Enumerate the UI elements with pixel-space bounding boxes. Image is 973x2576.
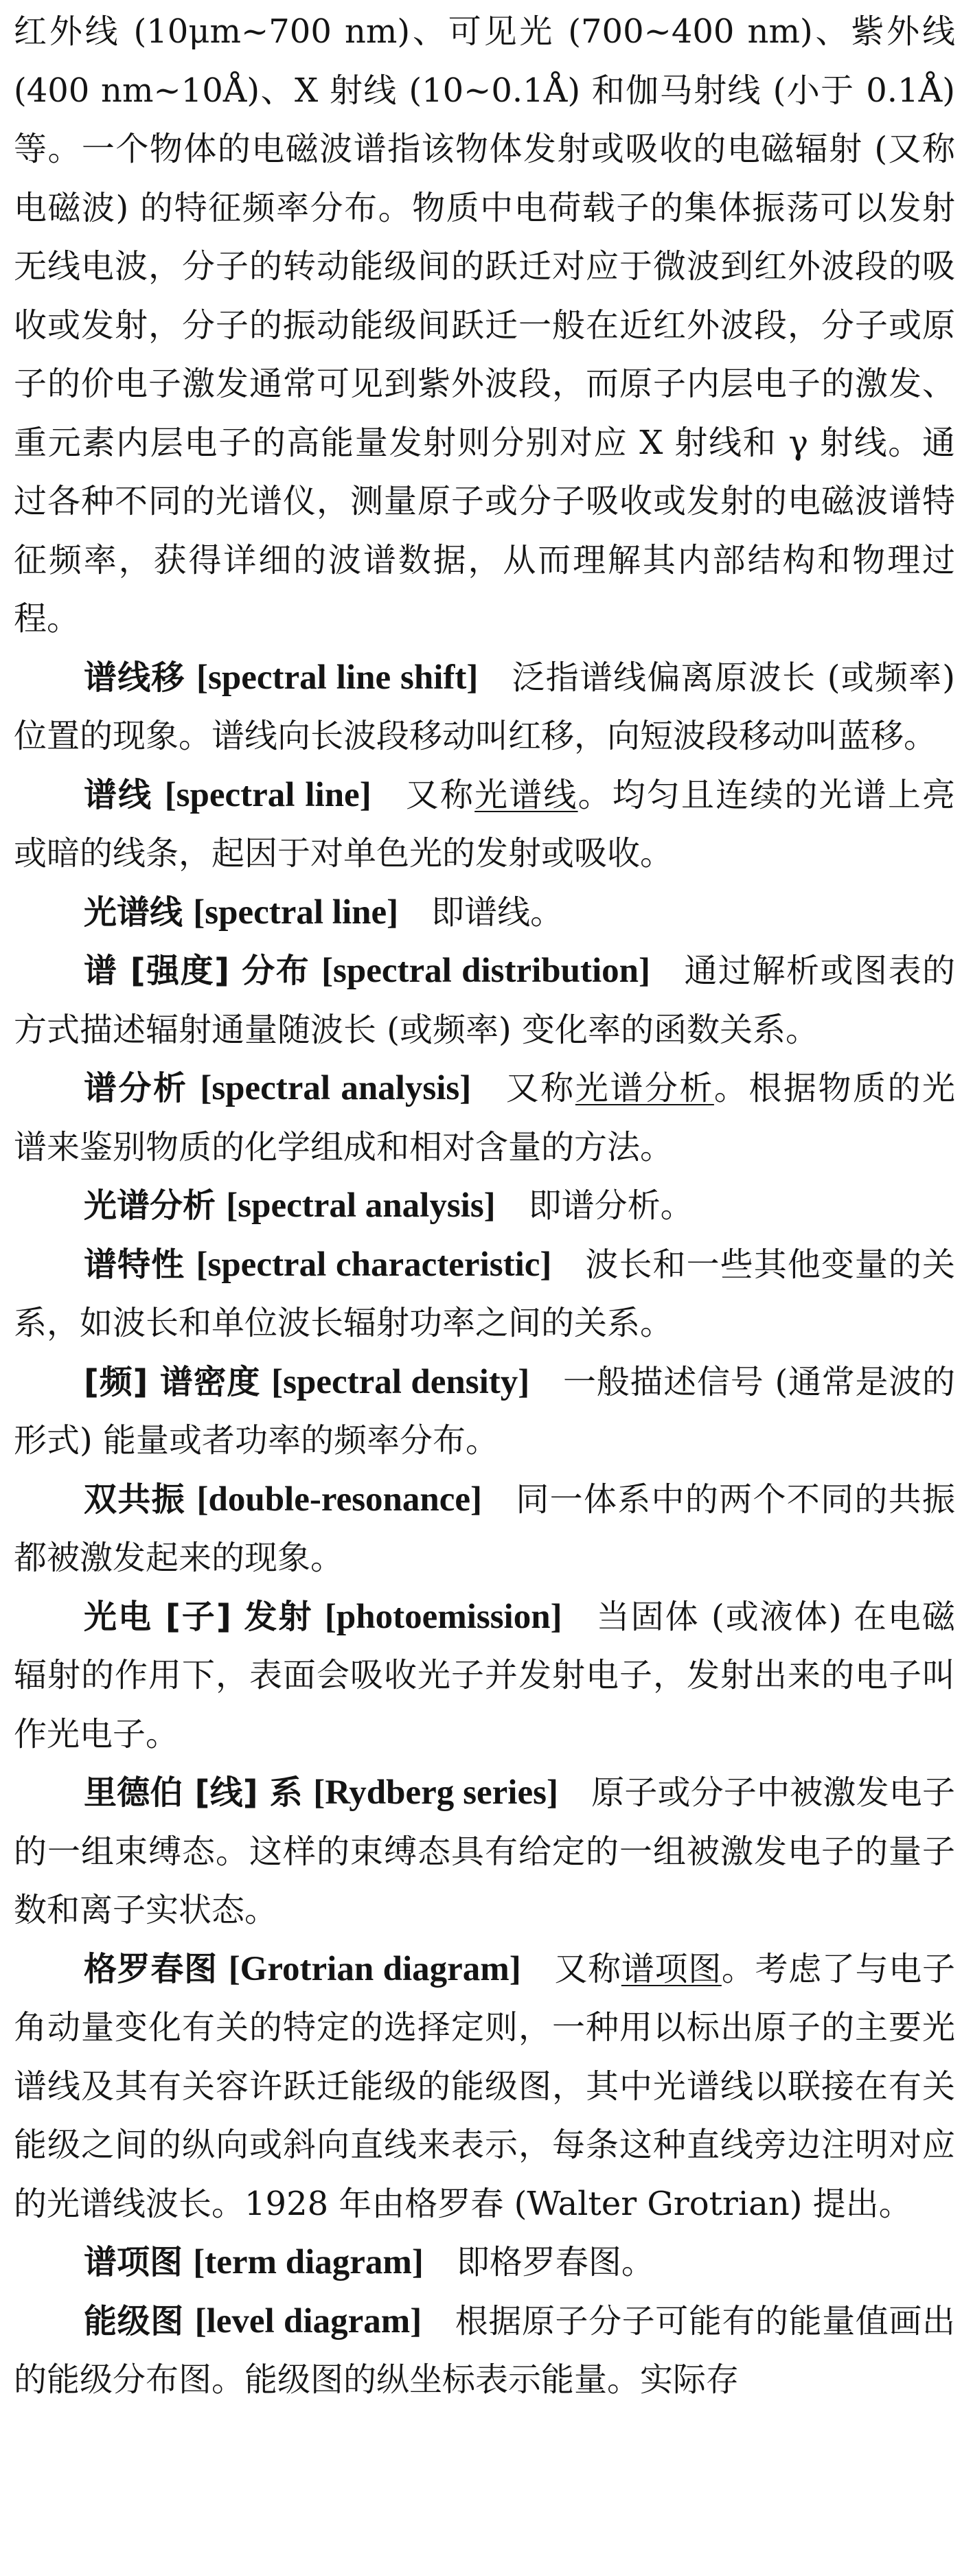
entry-english: [Rydberg series] bbox=[313, 1773, 558, 1812]
entry-term: 谱 [强度] 分布 bbox=[84, 952, 310, 990]
entry-level-diagram bbox=[14, 2292, 955, 2410]
entry-english: [double-resonance] bbox=[196, 1480, 483, 1519]
entry-term: [频] 谱密度 bbox=[84, 1362, 261, 1401]
entry-definition: 泛指谱线偏离原波长 (或频率) 位置的现象。谱线向长波段移动叫红移，向短波段移动叫蓝移。 bbox=[14, 658, 955, 755]
entry-definition: 即谱分析。 bbox=[528, 1186, 694, 1225]
entry-spectral-line-shift bbox=[14, 649, 955, 766]
entry-photoemission bbox=[14, 1588, 955, 1764]
entry-english: [level diagram] bbox=[194, 2301, 422, 2341]
entry-double-resonance bbox=[14, 1471, 955, 1588]
entry-definition: 即格罗春图。 bbox=[456, 2243, 654, 2281]
entry-term-diagram bbox=[14, 2233, 955, 2292]
entry-definition-prefix: 又称 bbox=[504, 1069, 575, 1107]
entry-term: 双共振 bbox=[84, 1480, 185, 1519]
entry-english: [spectral characteristic] bbox=[196, 1245, 552, 1284]
entry-definition: 。均匀且连续的光谱上亮或暗的线条，起因于对单色光的发射或吸收。 bbox=[14, 775, 955, 873]
entry-term: 谱项图 bbox=[84, 2243, 183, 2281]
entry-spectral-analysis bbox=[14, 1059, 955, 1177]
entry-term: 谱特性 bbox=[84, 1245, 185, 1284]
entry-definition: 波长和一些其他变量的关系，如波长和单位波长辐射功率之间的关系。 bbox=[14, 1245, 955, 1342]
entry-definition: 一般描述信号 (通常是波的形式) 能量或者功率的频率分布。 bbox=[14, 1362, 955, 1460]
entry-term: 光电 [子] 发射 bbox=[84, 1597, 313, 1636]
entry-definition: 原子或分子中被激发电子的一组束缚态。这样的束缚态具有给定的一组被激发电子的量子数和离子实状态。 bbox=[14, 1773, 955, 1929]
entry-term: 格罗春图 bbox=[84, 1949, 218, 1988]
intro-paragraph: 红外线 (10μm~700 nm)、可见光 (700~400 nm)、紫外线 (400 nm~10Å)、X 射线 (10~0.1Å) 和伽马射线 (小于 0.1Å) 等。一个物体的电磁波谱指该物体发射或吸收的电磁辐射 (又称电磁波) 的特征频率分布。物质中电荷载子的集体振荡可以发射无线电波，分子的转动能级间的跃迁对应于微波到红外波段的吸收或发射，分子的振动能级间跃迁一般在近红外波段，分子或原子的价电子激发通常可见到紫外波段，而原子内层电子的激发、重元素内层电子的高能量发射则分别对应 X 射线和 γ 射线。通过各种不同的光谱仪，测量原子或分子吸收或发射的电磁波谱特征频率，获得详细的波谱数据，从而理解其内部结构和物理过程。 bbox=[14, 12, 955, 638]
entry-spectral-distribution bbox=[14, 942, 955, 1059]
cross-reference: 谱项图 bbox=[621, 1949, 722, 1988]
entry-term: 谱线 bbox=[84, 775, 153, 814]
entry-definition: 。考虑了与电子角动量变化有关的特定的选择定则，一种用以标出原子的主要光谱线及其有关容许跃迁能级的能级图，其中光谱线以联接在有关能级之间的纵向或斜向直线来表示，每条这种直线旁边注明对应的光谱线波长。1928 年由格罗春 (Walter Grotrian) 提出。 bbox=[14, 1949, 955, 2223]
entry-term: 能级图 bbox=[84, 2301, 184, 2341]
entry-english: [Grotrian diagram] bbox=[228, 1949, 521, 1988]
entry-grotrian-diagram bbox=[14, 1940, 955, 2234]
entry-spectral-analysis-alias bbox=[14, 1177, 955, 1236]
entry-definition: 通过解析或图表的方式描述辐射通量随波长 (或频率) 变化率的函数关系。 bbox=[14, 952, 955, 1049]
entry-spectral-line bbox=[14, 766, 955, 884]
entry-english: [spectral line] bbox=[164, 775, 371, 814]
entry-english: [spectral analysis] bbox=[226, 1186, 496, 1225]
cross-reference: 光谱线 bbox=[474, 775, 578, 814]
entry-definition-prefix: 又称 bbox=[404, 775, 475, 814]
entry-english: [spectral line] bbox=[193, 893, 399, 932]
cross-reference: 光谱分析 bbox=[575, 1069, 714, 1107]
entry-term: 谱线移 bbox=[84, 658, 185, 697]
entry-definition: 即谱线。 bbox=[431, 893, 564, 932]
entry-term: 谱分析 bbox=[84, 1069, 188, 1107]
entry-term: 光谱线 bbox=[84, 893, 183, 932]
entry-rydberg-series bbox=[14, 1764, 955, 1940]
entry-definition: 当固体 (或液体) 在电磁辐射的作用下，表面会吸收光子并发射电子，发射出来的电子叫作光电子。 bbox=[14, 1597, 955, 1753]
entry-definition: 。根据物质的光谱来鉴别物质的化学组成和相对含量的方法。 bbox=[14, 1069, 955, 1166]
entry-definition-prefix: 又称 bbox=[553, 1949, 621, 1988]
entry-english: [spectral line shift] bbox=[196, 658, 479, 697]
entry-term: 里德伯 [线] 系 bbox=[84, 1773, 303, 1812]
entry-english: [photoemission] bbox=[324, 1597, 562, 1636]
entry-english: [term diagram] bbox=[193, 2243, 424, 2281]
entry-spectral-characteristic bbox=[14, 1236, 955, 1353]
entry-spectral-line-alias bbox=[14, 884, 955, 943]
entry-english: [spectral density] bbox=[271, 1362, 530, 1401]
entry-definition: 同一体系中的两个不同的共振都被激发起来的现象。 bbox=[14, 1480, 955, 1577]
entry-spectral-density bbox=[14, 1353, 955, 1471]
entry-definition: 根据原子分子可能有的能量值画出的能级分布图。能级图的纵坐标表示能量。实际存 bbox=[14, 2301, 955, 2399]
entry-term: 光谱分析 bbox=[84, 1186, 216, 1225]
entry-english: [spectral analysis] bbox=[200, 1069, 472, 1107]
entry-english: [spectral distribution] bbox=[321, 952, 650, 990]
